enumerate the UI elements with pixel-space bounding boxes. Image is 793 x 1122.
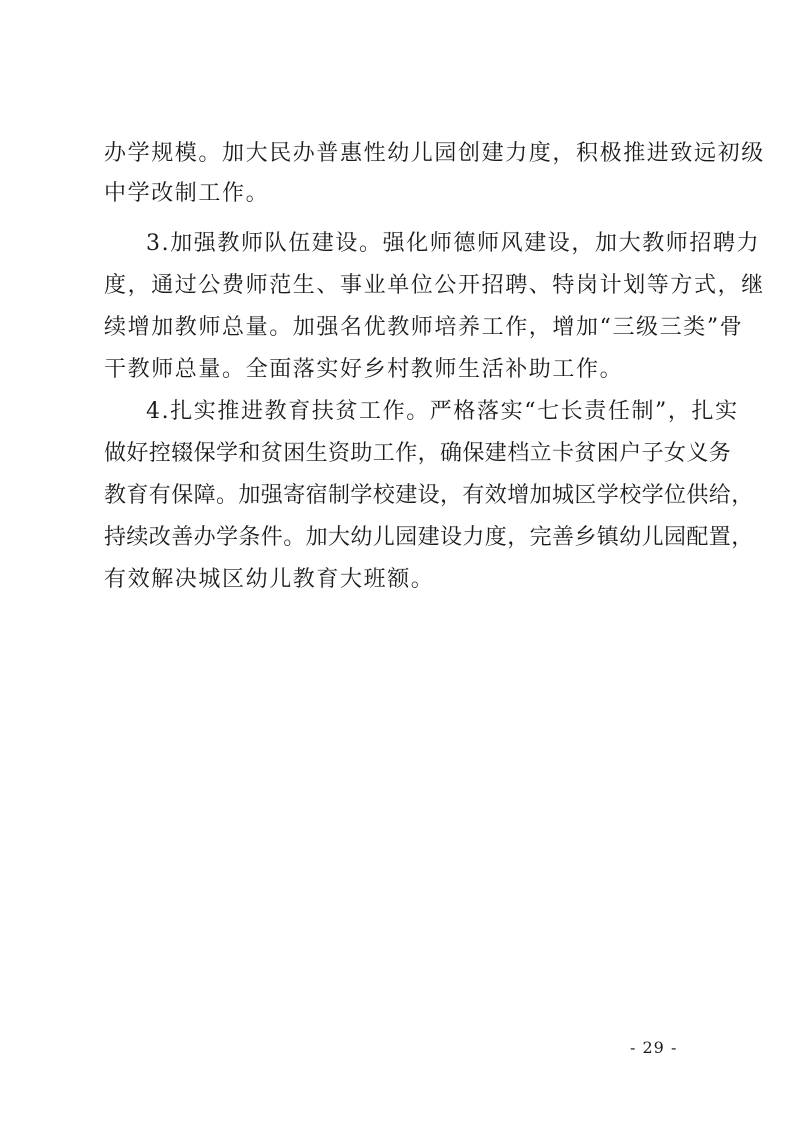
paragraph-line: 做好控辍保学和贫困生资助工作，确保建档立卡贫困户子女义务 (104, 441, 732, 466)
paragraph-line: 教育有保障。加强寄宿制学校建设，有效增加城区学校学位供给， (104, 483, 754, 508)
paragraph-line: 3.加强教师队伍建设。强化师德师风建设，加大教师招聘力 (146, 231, 761, 256)
paragraph-line: 干教师总量。全面落实好乡村教师生活补助工作。 (104, 357, 624, 382)
paragraph-line: 度，通过公费师范生、事业单位公开招聘、特岗计划等方式，继 (104, 273, 765, 298)
paragraph-line: 办学规模。加大民办普惠性幼儿园创建力度，积极推进致远初级 (104, 141, 765, 166)
paragraph-line: 续增加教师总量。加强名优教师培养工作，增加“三级三类”骨 (104, 315, 744, 340)
page-number: - 29 - (630, 1038, 678, 1057)
paragraph-line: 有效解决城区幼儿教育大班额。 (104, 567, 435, 592)
paragraph-line: 持续改善办学条件。加大幼儿园建设力度，完善乡镇幼儿园配置， (104, 525, 754, 550)
paragraph-line: 4.扎实推进教育扶贫工作。严格落实“七长责任制”，扎实 (146, 399, 739, 424)
paragraph-line: 中学改制工作。 (104, 181, 270, 206)
